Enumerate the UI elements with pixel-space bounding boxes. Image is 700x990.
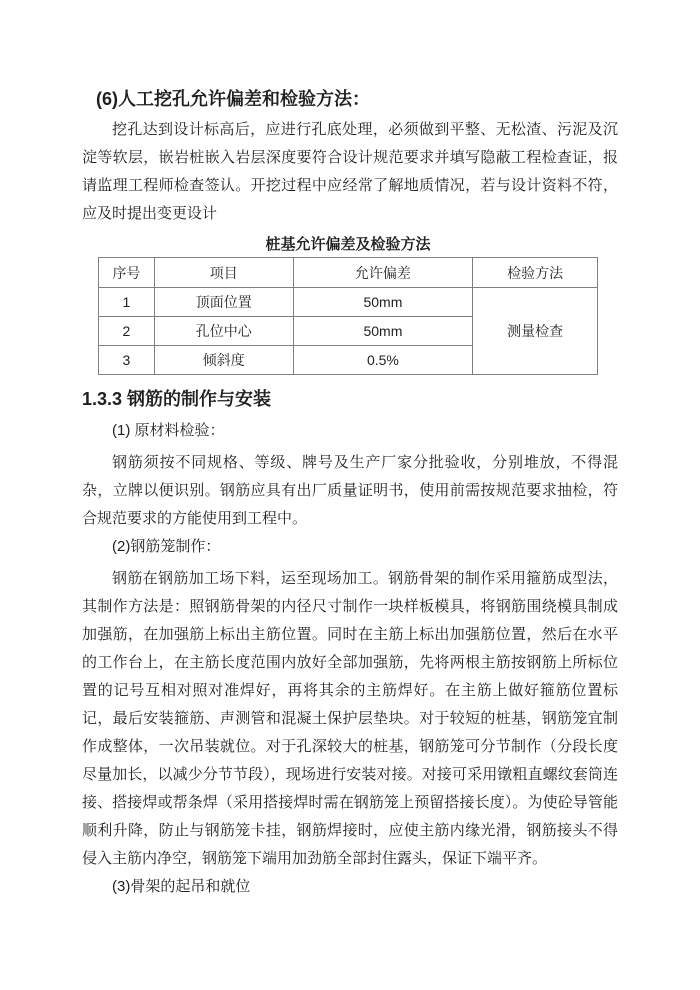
cell-tolerance: 50mm (293, 288, 473, 317)
col-header-method: 检验方法 (473, 258, 598, 288)
item-3-label: (3)骨架的起吊和就位 (112, 878, 251, 895)
item-2-label: (2)钢筋笼制作： (112, 538, 221, 555)
cell-method-merged: 测量检查 (473, 288, 598, 375)
col-header-tolerance: 允许偏差 (293, 258, 473, 288)
cell-tolerance: 50mm (293, 317, 473, 346)
table-row (99, 288, 598, 317)
section-133-heading: 1.3.3 钢筋的制作与安装 (82, 389, 272, 409)
col-header-item: 项目 (154, 258, 293, 288)
pile-tolerance-table (98, 257, 598, 375)
cell-item: 倾斜度 (154, 346, 293, 375)
cell-item: 顶面位置 (154, 288, 293, 317)
item-1-label: (1) 原材料检验： (112, 422, 225, 439)
section-6-paragraph: 挖孔达到设计标高后，应进行孔底处理，必须做到平整、无松渣、污泥及沉淀等软层，嵌岩桩嵌入岩层深度要符合设计规范要求并填写隐蔽工程检查证，报请监理工程师检查签认。开挖过程中应经常了解地质情况，若与设计资料不符，应及时提出变更设计 (82, 121, 618, 222)
col-header-seq: 序号 (99, 258, 155, 288)
table-header-row (99, 258, 598, 288)
cell-seq: 2 (99, 317, 155, 346)
section-6-heading: (6)人工挖孔允许偏差和检验方法： (96, 89, 370, 109)
item-2-paragraph: 钢筋在钢筋加工场下料，运至现场加工。钢筋骨架的制作采用箍筋成型法，其制作方法是：照钢筋骨架的内径尺寸制作一块样板模具，将钢筋围绕模具制成加强筋，在加强筋上标出主筋位置。同时在主筋上标出加强筋位置，然后在水平的工作台上，在主筋长度范围内放好全部加强筋，先将两根主筋按钢筋上所标位置的记号互相对照对准焊好，再将其余的主筋焊好。在主筋上做好箍筋位置标记，最后安装箍筋、声测管和混凝土保护层垫块。对于较短的桩基，钢筋笼宜制作成整体，一次吊装就位。对于孔深较大的桩基，钢筋笼可分节制作（分段长度尽量加长，以减少分节节段），现场进行安装对接。对接可采用镦粗直螺纹套筒连接、搭接焊或帮条焊（采用搭接焊时需在钢筋笼上预留搭接长度）。为使砼导管能顺利升降，防止与钢筋笼卡挂，钢筋焊接时，应使主筋内缘光滑，钢筋接头不得侵入主筋内净空，钢筋笼下端用加劲筋全部封住露头，保证下端平齐。 (82, 570, 618, 867)
cell-item: 孔位中心 (154, 317, 293, 346)
cell-tolerance: 0.5% (293, 346, 473, 375)
table-title: 桩基允许偏差及检验方法 (265, 236, 431, 253)
pile-tolerance-table-block (98, 234, 598, 375)
cell-seq: 1 (99, 288, 155, 317)
cell-seq: 3 (99, 346, 155, 375)
item-1-paragraph: 钢筋须按不同规格、等级、牌号及生产厂家分批验收，分别堆放，不得混杂，立牌以便识别。钢筋应具有出厂质量证明书，使用前需按规范要求抽检，符合规范要求的方能使用到工程中。 (82, 454, 618, 527)
